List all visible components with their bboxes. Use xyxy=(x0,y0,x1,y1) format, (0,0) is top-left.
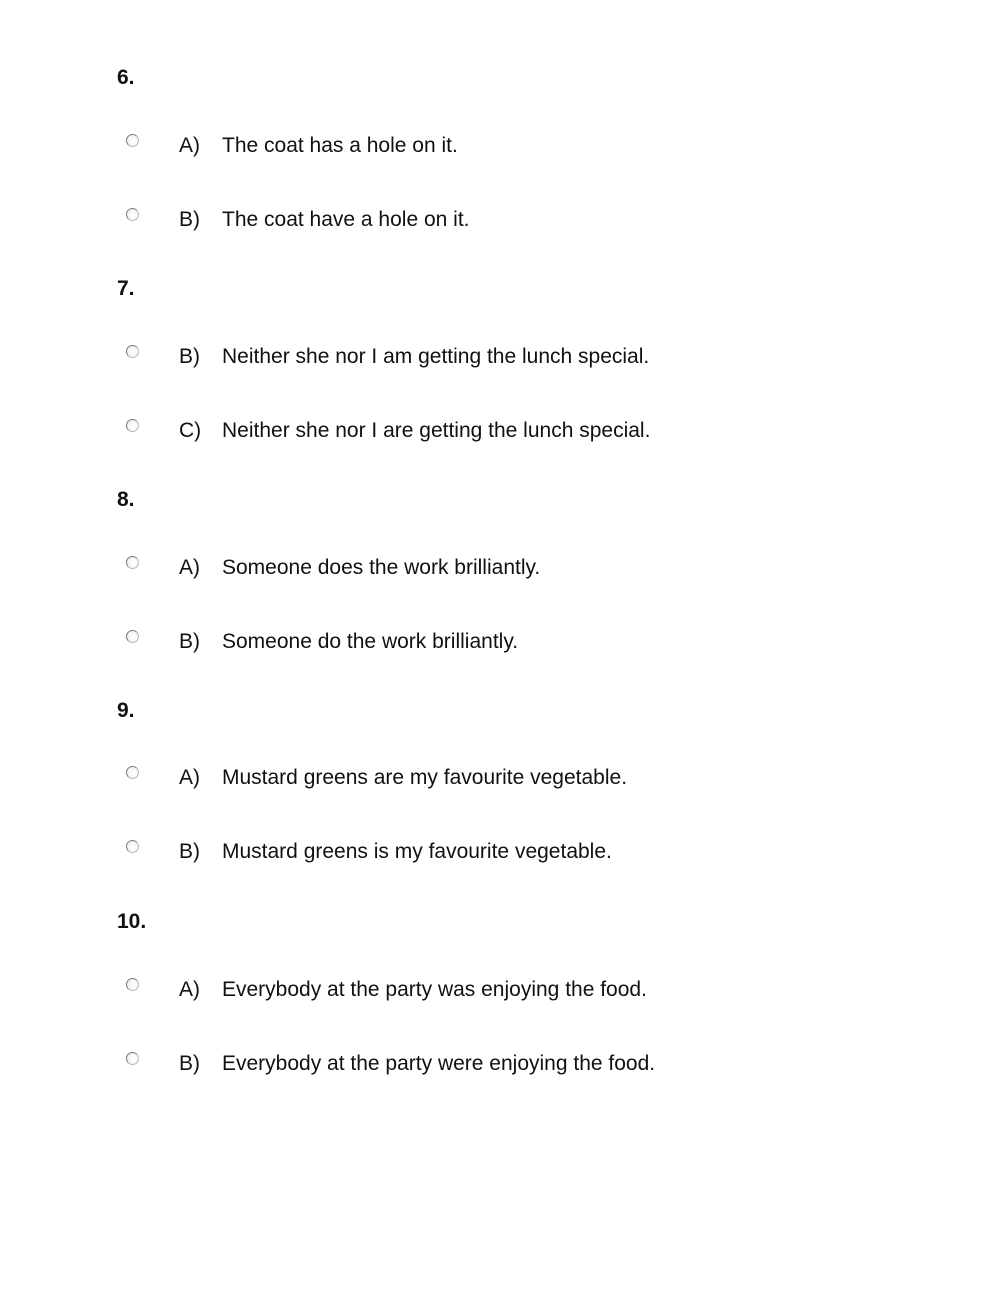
option-a[interactable] xyxy=(0,766,1000,796)
option-text: Mustard greens are my favourite vegetable. xyxy=(222,766,628,789)
option-c[interactable] xyxy=(0,419,1000,449)
option-letter: B) xyxy=(179,840,200,863)
option-text: Mustard greens is my favourite vegetable. xyxy=(222,840,612,863)
option-b[interactable] xyxy=(0,840,1000,870)
option-a[interactable] xyxy=(0,978,1000,1008)
option-text: Someone does the work brilliantly. xyxy=(222,556,541,579)
option-letter: A) xyxy=(179,766,200,789)
option-text: The coat has a hole on it. xyxy=(222,134,458,157)
question-number: 10. xyxy=(117,910,147,933)
option-letter: B) xyxy=(179,630,200,653)
radio-button[interactable] xyxy=(126,208,139,221)
radio-button[interactable] xyxy=(126,1052,139,1065)
radio-button[interactable] xyxy=(126,630,139,643)
option-letter: B) xyxy=(179,1052,200,1075)
question-number: 7. xyxy=(117,277,135,300)
option-b[interactable] xyxy=(0,208,1000,238)
option-text: Neither she nor I am getting the lunch special. xyxy=(222,345,650,368)
radio-button[interactable] xyxy=(126,134,139,147)
option-text: Everybody at the party was enjoying the food. xyxy=(222,978,647,1001)
radio-button[interactable] xyxy=(126,840,139,853)
option-b[interactable] xyxy=(0,1052,1000,1082)
option-text: Everybody at the party were enjoying the food. xyxy=(222,1052,656,1075)
option-letter: C) xyxy=(179,419,202,442)
option-text: Neither she nor I are getting the lunch special. xyxy=(222,419,651,442)
option-letter: A) xyxy=(179,556,200,579)
radio-button[interactable] xyxy=(126,766,139,779)
radio-button[interactable] xyxy=(126,419,139,432)
question-number: 9. xyxy=(117,699,135,722)
option-letter: A) xyxy=(179,978,200,1001)
option-letter: A) xyxy=(179,134,200,157)
radio-button[interactable] xyxy=(126,345,139,358)
radio-button[interactable] xyxy=(126,556,139,569)
option-b[interactable] xyxy=(0,630,1000,660)
option-text: The coat have a hole on it. xyxy=(222,208,470,231)
option-b[interactable] xyxy=(0,345,1000,375)
question-number: 8. xyxy=(117,488,135,511)
question-number: 6. xyxy=(117,66,135,89)
option-letter: B) xyxy=(179,345,200,368)
option-text: Someone do the work brilliantly. xyxy=(222,630,519,653)
option-a[interactable] xyxy=(0,556,1000,586)
radio-button[interactable] xyxy=(126,978,139,991)
option-letter: B) xyxy=(179,208,200,231)
option-a[interactable] xyxy=(0,134,1000,164)
